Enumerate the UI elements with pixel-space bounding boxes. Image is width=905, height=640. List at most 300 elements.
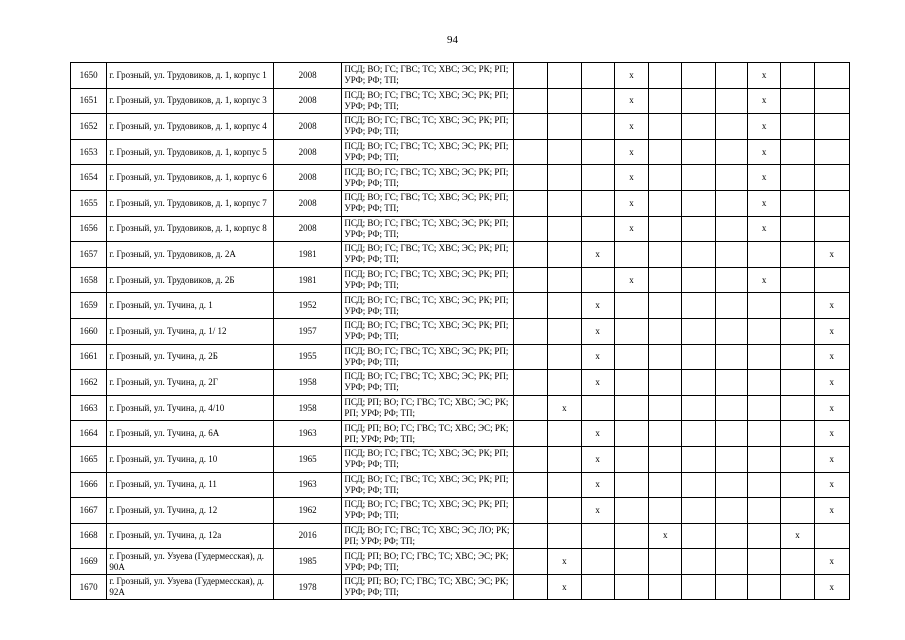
row-mark-cell [781,114,814,140]
row-mark-cell [748,318,781,344]
row-mark-cell [649,88,682,114]
row-address: г. Грозный, ул. Трудовиков, д. 1, корпус 6 [107,165,273,191]
row-number: 1662 [71,370,107,396]
row-mark-cell [649,165,682,191]
row-mark-cell [715,549,747,575]
row-mark-cell [682,242,715,268]
row-mark-cell [781,267,814,293]
page-number: 94 [447,34,458,46]
row-mark-cell: x [814,446,849,472]
row-mark-cell [548,318,581,344]
row-mark-cell [548,139,581,165]
row-mark-cell [715,395,747,421]
row-mark-cell: x [614,88,648,114]
row-mark-cell [548,242,581,268]
row-mark-cell: x [748,63,781,89]
row-mark-cell [715,523,747,549]
row-mark-cell: x [614,216,648,242]
row-mark-cell [614,242,648,268]
table-row [71,344,850,370]
row-mark-cell [649,139,682,165]
row-number: 1663 [71,395,107,421]
row-mark-cell [614,395,648,421]
row-mark-cell [781,63,814,89]
row-mark-cell: x [581,293,614,319]
row-mark-cell [748,549,781,575]
row-mark-cell: x [781,523,814,549]
row-mark-cell [513,523,547,549]
table-row [71,523,850,549]
row-mark-cell [513,139,547,165]
row-mark-cell [814,165,849,191]
row-mark-cell [649,63,682,89]
row-mark-cell [548,267,581,293]
row-mark-cell [682,216,715,242]
row-mark-cell [513,421,547,447]
row-mark-cell: x [581,344,614,370]
row-mark-cell [682,344,715,370]
row-mark-cell [513,190,547,216]
row-address: г. Грозный, ул. Тучина, д. 2Г [107,370,273,396]
row-number: 1650 [71,63,107,89]
row-systems: ПСД; ВО; ГС; ГВС; ТС; ХВС; ЭС; РК; РП; УРФ; РФ; ТП; [342,370,514,396]
row-mark-cell [781,216,814,242]
row-systems: ПСД; РП; ВО; ГС; ГВС; ТС; ХВС; ЭС; РК; УРФ; РФ; ТП; [342,574,514,600]
table-row [71,446,850,472]
row-mark-cell [614,318,648,344]
row-number: 1661 [71,344,107,370]
row-mark-cell [715,88,747,114]
row-mark-cell [649,549,682,575]
row-address: г. Грозный, ул. Тучина, д. 1/ 12 [107,318,273,344]
table-row [71,190,850,216]
row-mark-cell [513,344,547,370]
row-mark-cell [614,446,648,472]
row-mark-cell [548,293,581,319]
row-mark-cell: x [548,549,581,575]
table-row [71,472,850,498]
row-mark-cell [814,267,849,293]
row-number: 1655 [71,190,107,216]
row-mark-cell: x [814,421,849,447]
row-mark-cell: x [748,139,781,165]
row-mark-cell [715,421,747,447]
row-mark-cell [682,267,715,293]
row-number: 1670 [71,574,107,600]
row-mark-cell: x [614,63,648,89]
row-mark-cell [715,446,747,472]
row-year: 1981 [273,267,342,293]
row-systems: ПСД; ВО; ГС; ГВС; ТС; ХВС; ЭС; РК; РП; УРФ; РФ; ТП; [342,88,514,114]
row-mark-cell [715,293,747,319]
row-mark-cell [548,498,581,524]
row-systems: ПСД; ВО; ГС; ГВС; ТС; ХВС; ЭС; РК; РП; УРФ; РФ; ТП; [342,216,514,242]
row-mark-cell [513,498,547,524]
row-mark-cell [513,216,547,242]
row-mark-cell [548,88,581,114]
row-mark-cell [748,498,781,524]
row-mark-cell [614,549,648,575]
row-mark-cell [682,421,715,447]
row-mark-cell: x [814,549,849,575]
row-systems: ПСД; РП; ВО; ГС; ГВС; ТС; ХВС; ЭС; РК; РП; УРФ; РФ; ТП; [342,395,514,421]
table-row [71,549,850,575]
row-mark-cell: x [814,344,849,370]
row-year: 1985 [273,549,342,575]
row-mark-cell [614,293,648,319]
row-mark-cell [781,88,814,114]
row-systems: ПСД; ВО; ГС; ГВС; ТС; ХВС; ЭС; РК; РП; УРФ; РФ; ТП; [342,293,514,319]
row-mark-cell [715,242,747,268]
row-number: 1669 [71,549,107,575]
row-address: г. Грозный, ул. Трудовиков, д. 1, корпус 4 [107,114,273,140]
row-mark-cell [781,344,814,370]
row-mark-cell [513,114,547,140]
row-mark-cell [581,190,614,216]
row-mark-cell [682,139,715,165]
row-mark-cell [748,523,781,549]
table-row [71,114,850,140]
row-systems: ПСД; ВО; ГС; ГВС; ТС; ХВС; ЭС; РК; РП; УРФ; РФ; ТП; [342,165,514,191]
row-number: 1664 [71,421,107,447]
row-mark-cell [513,63,547,89]
row-mark-cell: x [548,574,581,600]
row-systems: ПСД; ВО; ГС; ГВС; ТС; ХВС; ЭС; РК; РП; УРФ; РФ; ТП; [342,63,514,89]
row-address: г. Грозный, ул. Тучина, д. 10 [107,446,273,472]
row-mark-cell [513,446,547,472]
row-mark-cell [715,139,747,165]
row-mark-cell [649,216,682,242]
row-number: 1652 [71,114,107,140]
row-mark-cell: x [748,165,781,191]
row-mark-cell [513,165,547,191]
row-mark-cell [649,395,682,421]
row-address: г. Грозный, ул. Трудовиков, д. 1, корпус 3 [107,88,273,114]
row-mark-cell [781,165,814,191]
row-number: 1659 [71,293,107,319]
row-mark-cell [715,472,747,498]
registry-table-body [71,63,850,600]
row-year: 1963 [273,472,342,498]
row-mark-cell [781,370,814,396]
row-mark-cell [548,472,581,498]
row-mark-cell [581,63,614,89]
row-year: 1958 [273,395,342,421]
row-mark-cell [682,190,715,216]
row-mark-cell [715,498,747,524]
row-number: 1651 [71,88,107,114]
table-row [71,267,850,293]
table-row [71,293,850,319]
row-address: г. Грозный, ул. Узуева (Гудермесская), д. 90А [107,549,273,575]
table-row [71,370,850,396]
row-year: 2008 [273,63,342,89]
row-year: 2008 [273,88,342,114]
row-mark-cell [715,574,747,600]
row-mark-cell [682,395,715,421]
row-mark-cell [513,88,547,114]
table-row [71,216,850,242]
row-mark-cell [581,165,614,191]
row-address: г. Грозный, ул. Трудовиков, д. 1, корпус 8 [107,216,273,242]
row-mark-cell [748,242,781,268]
table-row [71,574,850,600]
row-mark-cell [781,190,814,216]
row-year: 2008 [273,216,342,242]
row-mark-cell [548,63,581,89]
row-year: 1962 [273,498,342,524]
row-mark-cell: x [748,88,781,114]
row-mark-cell [649,318,682,344]
row-mark-cell: x [614,267,648,293]
row-mark-cell: x [814,395,849,421]
row-mark-cell: x [814,498,849,524]
row-address: г. Грозный, ул. Трудовиков, д. 1, корпус 5 [107,139,273,165]
row-mark-cell [581,114,614,140]
row-mark-cell [649,344,682,370]
row-mark-cell [814,523,849,549]
row-year: 2008 [273,165,342,191]
row-number: 1654 [71,165,107,191]
row-mark-cell: x [581,370,614,396]
row-mark-cell [581,267,614,293]
table-row [71,88,850,114]
row-mark-cell [715,63,747,89]
row-mark-cell: x [581,498,614,524]
row-mark-cell [748,395,781,421]
row-address: г. Грозный, ул. Тучина, д. 4/10 [107,395,273,421]
row-mark-cell: x [748,216,781,242]
row-address: г. Грозный, ул. Тучина, д. 1 [107,293,273,319]
row-mark-cell [513,574,547,600]
row-mark-cell [781,446,814,472]
row-mark-cell [548,446,581,472]
row-mark-cell [649,267,682,293]
row-mark-cell [682,114,715,140]
row-mark-cell [814,190,849,216]
row-mark-cell [814,63,849,89]
row-mark-cell [682,523,715,549]
row-systems: ПСД; ВО; ГС; ГВС; ТС; ХВС; ЭС; РК; РП; УРФ; РФ; ТП; [342,498,514,524]
row-mark-cell: x [748,267,781,293]
row-mark-cell [682,370,715,396]
row-address: г. Грозный, ул. Тучина, д. 6А [107,421,273,447]
row-systems: ПСД; ВО; ГС; ГВС; ТС; ХВС; ЭС; РК; РП; УРФ; РФ; ТП; [342,472,514,498]
row-mark-cell [548,523,581,549]
row-mark-cell [781,472,814,498]
row-mark-cell [649,421,682,447]
row-address: г. Грозный, ул. Трудовиков, д. 2Б [107,267,273,293]
row-mark-cell [682,63,715,89]
row-mark-cell [513,318,547,344]
row-year: 2016 [273,523,342,549]
row-mark-cell [649,472,682,498]
row-number: 1656 [71,216,107,242]
row-mark-cell [649,242,682,268]
row-mark-cell [715,165,747,191]
row-systems: ПСД; РП; ВО; ГС; ГВС; ТС; ХВС; ЭС; РК; РП; УРФ; РФ; ТП; [342,421,514,447]
table-row [71,242,850,268]
row-systems: ПСД; ВО; ГС; ГВС; ТС; ХВС; ЭС; РК; РП; УРФ; РФ; ТП; [342,318,514,344]
row-number: 1668 [71,523,107,549]
row-mark-cell [513,549,547,575]
row-mark-cell [513,395,547,421]
row-mark-cell: x [814,472,849,498]
row-mark-cell [748,446,781,472]
row-mark-cell [748,574,781,600]
row-mark-cell [748,472,781,498]
row-mark-cell [548,165,581,191]
row-mark-cell: x [581,421,614,447]
row-mark-cell [715,114,747,140]
row-year: 1952 [273,293,342,319]
row-mark-cell [682,549,715,575]
row-mark-cell [715,216,747,242]
table-row [71,395,850,421]
row-mark-cell: x [581,242,614,268]
row-mark-cell [781,318,814,344]
row-mark-cell [614,421,648,447]
row-mark-cell [715,344,747,370]
row-mark-cell [649,446,682,472]
row-mark-cell: x [814,370,849,396]
row-mark-cell: x [581,472,614,498]
row-mark-cell [649,370,682,396]
row-mark-cell [649,190,682,216]
row-address: г. Грозный, ул. Тучина, д. 2Б [107,344,273,370]
row-year: 1965 [273,446,342,472]
row-mark-cell [814,88,849,114]
table-row [71,498,850,524]
row-mark-cell [548,370,581,396]
row-mark-cell [715,190,747,216]
row-mark-cell [581,139,614,165]
row-systems: ПСД; ВО; ГС; ГВС; ТС; ХВС; ЭС; РК; РП; УРФ; РФ; ТП; [342,242,514,268]
row-address: г. Грозный, ул. Тучина, д. 12 [107,498,273,524]
row-number: 1666 [71,472,107,498]
row-mark-cell [781,395,814,421]
row-number: 1665 [71,446,107,472]
table-row [71,63,850,89]
row-mark-cell [581,523,614,549]
row-mark-cell [581,88,614,114]
row-mark-cell [682,165,715,191]
row-mark-cell [548,190,581,216]
row-systems: ПСД; ВО; ГС; ГВС; ТС; ХВС; ЭС; РК; РП; УРФ; РФ; ТП; [342,446,514,472]
row-mark-cell [682,318,715,344]
row-mark-cell [715,370,747,396]
row-mark-cell [513,472,547,498]
row-mark-cell [581,395,614,421]
row-mark-cell [781,242,814,268]
row-mark-cell [814,139,849,165]
row-mark-cell [748,370,781,396]
row-mark-cell [781,549,814,575]
row-systems: ПСД; ВО; ГС; ГВС; ТС; ХВС; ЭС; РК; РП; УРФ; РФ; ТП; [342,344,514,370]
row-mark-cell [614,472,648,498]
row-year: 2008 [273,139,342,165]
row-mark-cell: x [649,523,682,549]
row-systems: ПСД; РП; ВО; ГС; ГВС; ТС; ХВС; ЭС; РК; УРФ; РФ; ТП; [342,549,514,575]
row-mark-cell [781,498,814,524]
row-mark-cell [781,139,814,165]
row-mark-cell [581,574,614,600]
row-mark-cell [682,293,715,319]
row-mark-cell [581,216,614,242]
row-year: 1957 [273,318,342,344]
row-mark-cell [781,574,814,600]
row-mark-cell [682,446,715,472]
row-number: 1653 [71,139,107,165]
row-number: 1660 [71,318,107,344]
row-mark-cell [548,114,581,140]
table-row [71,165,850,191]
row-mark-cell: x [614,114,648,140]
row-mark-cell [748,293,781,319]
row-mark-cell [649,498,682,524]
row-mark-cell [682,472,715,498]
row-year: 1958 [273,370,342,396]
row-mark-cell [548,344,581,370]
row-year: 1955 [273,344,342,370]
building-registry-table [70,62,850,600]
row-mark-cell: x [581,318,614,344]
row-mark-cell [814,114,849,140]
table-row [71,318,850,344]
row-mark-cell: x [614,139,648,165]
row-mark-cell: x [614,165,648,191]
row-mark-cell [513,267,547,293]
row-mark-cell [748,421,781,447]
row-year: 1981 [273,242,342,268]
row-mark-cell [682,498,715,524]
row-number: 1657 [71,242,107,268]
row-mark-cell [682,88,715,114]
row-mark-cell [715,267,747,293]
row-year: 2008 [273,114,342,140]
row-mark-cell [548,216,581,242]
row-mark-cell: x [748,114,781,140]
row-address: г. Грозный, ул. Трудовиков, д. 2А [107,242,273,268]
row-mark-cell [781,293,814,319]
row-systems: ПСД; ВО; ГС; ГВС; ТС; ХВС; ЭС; РК; РП; УРФ; РФ; ТП; [342,267,514,293]
row-address: г. Грозный, ул. Тучина, д. 12а [107,523,273,549]
row-mark-cell: x [814,574,849,600]
row-mark-cell [814,216,849,242]
table-row [71,421,850,447]
row-mark-cell [748,344,781,370]
row-number: 1658 [71,267,107,293]
row-mark-cell [715,318,747,344]
row-mark-cell: x [814,293,849,319]
row-address: г. Грозный, ул. Узуева (Гудермесская), д. 92А [107,574,273,600]
row-mark-cell: x [814,318,849,344]
row-address: г. Грозный, ул. Трудовиков, д. 1, корпус 1 [107,63,273,89]
row-mark-cell [614,344,648,370]
row-systems: ПСД; ВО; ГС; ГВС; ТС; ХВС; ЭС; РК; РП; УРФ; РФ; ТП; [342,114,514,140]
row-mark-cell: x [614,190,648,216]
row-systems: ПСД; ВО; ГС; ГВС; ТС; ХВС; ЭС; РК; РП; УРФ; РФ; ТП; [342,139,514,165]
row-mark-cell [548,421,581,447]
row-address: г. Грозный, ул. Трудовиков, д. 1, корпус 7 [107,190,273,216]
table-row [71,139,850,165]
row-year: 1963 [273,421,342,447]
row-mark-cell [649,574,682,600]
row-systems: ПСД; ВО; ГС; ГВС; ТС; ХВС; ЭС; ЛО; РК; РП; УРФ; РФ; ТП; [342,523,514,549]
row-mark-cell [614,574,648,600]
row-address: г. Грозный, ул. Тучина, д. 11 [107,472,273,498]
row-mark-cell [513,293,547,319]
